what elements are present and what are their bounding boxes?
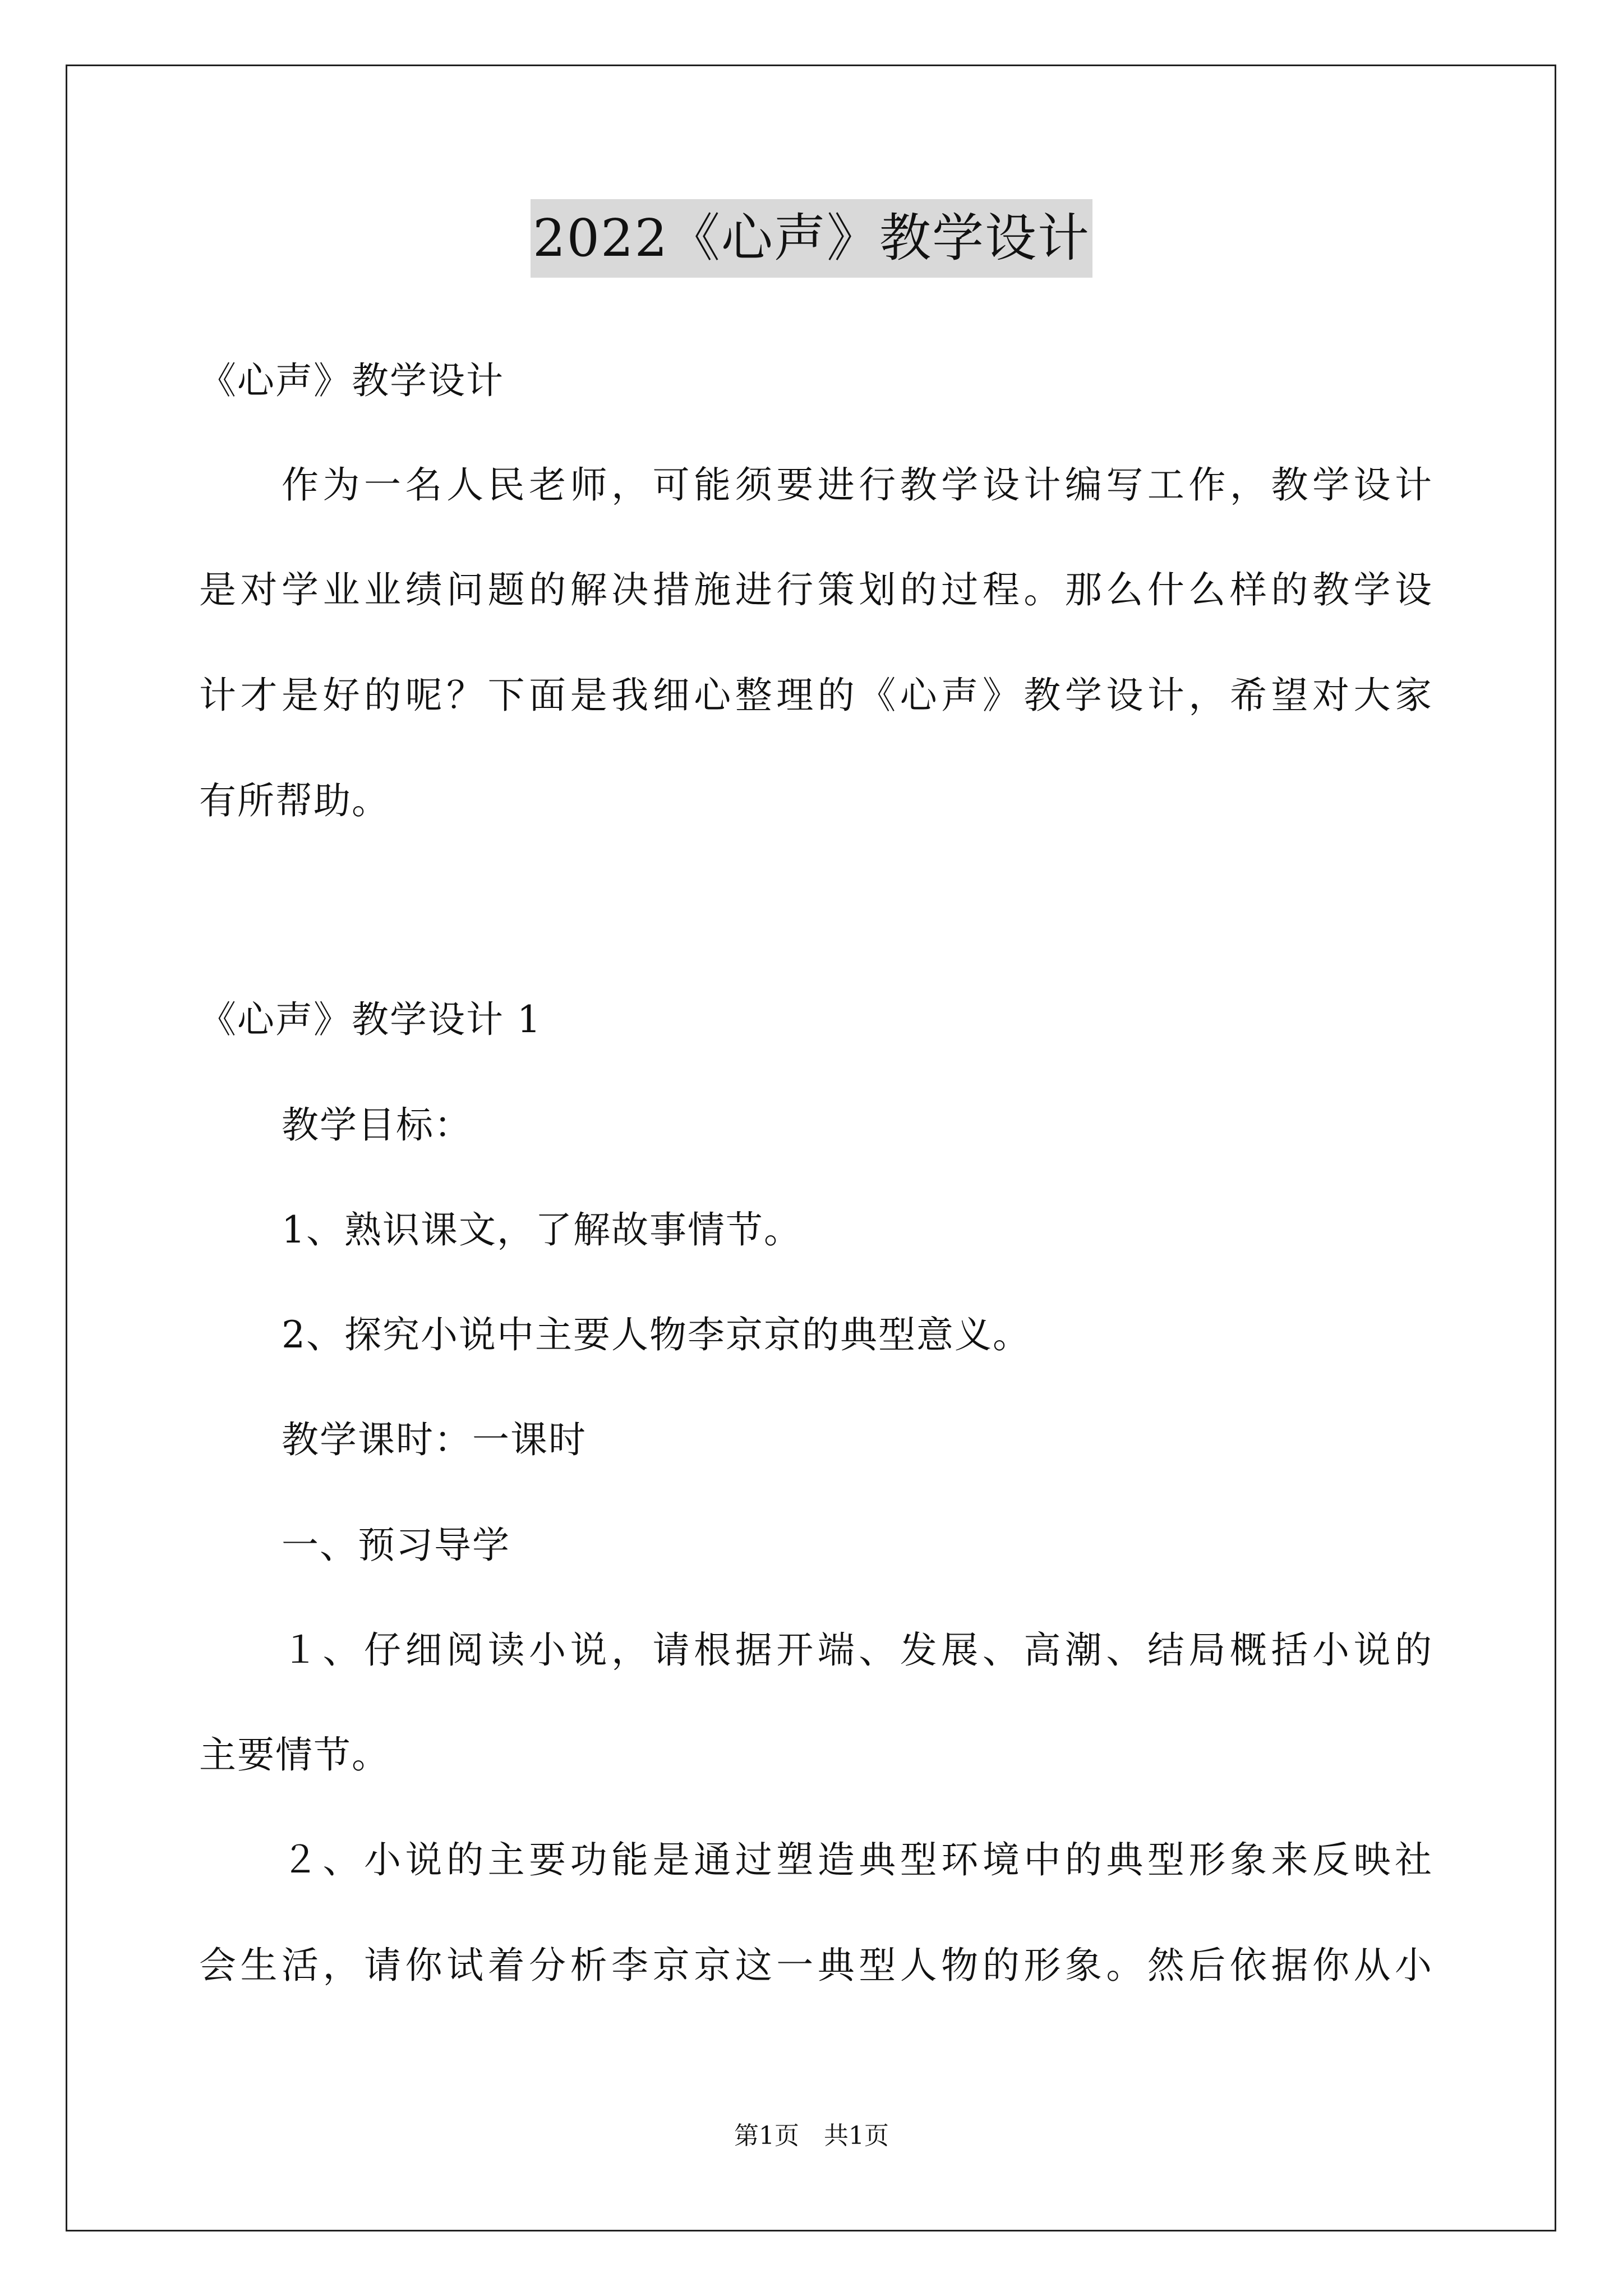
subtitle: 《心声》教学设计 [199, 359, 504, 402]
intro-line-1: 作为一名人民老师，可能须要进行教学设计编写工作，教学设计 [282, 463, 1433, 507]
intro-line-2: 是对学业业绩问题的解决措施进行策划的过程。那么什么样的教学设 [199, 568, 1433, 611]
intro-line-4: 有所帮助。 [199, 779, 390, 822]
page-footer: 第1页 共1页 [734, 2122, 889, 2150]
task-1-line-2: 主要情节。 [199, 1733, 390, 1777]
task-2-line-2: 会生活，请你试着分析李京京这一典型人物的形象。然后依据你从小 [199, 1944, 1433, 1987]
objective-1: 1、熟识课文，了解故事情节。 [282, 1208, 802, 1251]
objective-2: 2、探究小说中主要人物李京京的典型意义。 [282, 1313, 1031, 1356]
objectives-label: 教学目标： [282, 1103, 472, 1147]
section-heading: 《心声》教学设计 1 [199, 998, 542, 1041]
part-one-heading: 一、预习导学 [282, 1524, 510, 1567]
task-2-line-1: ２、小说的主要功能是通过塑造典型环境中的典型形象来反映社 [282, 1838, 1433, 1881]
task-1-line-1: １、仔细阅读小说，请根据开端、发展、高潮、结局概括小说的 [282, 1628, 1433, 1672]
document-title: 2022《心声》教学设计 [531, 199, 1092, 278]
title-container [0, 199, 1623, 278]
intro-line-3: 计才是好的呢？下面是我细心整理的《心声》教学设计，希望对大家 [199, 674, 1433, 717]
class-hours: 教学课时：一课时 [282, 1418, 587, 1461]
